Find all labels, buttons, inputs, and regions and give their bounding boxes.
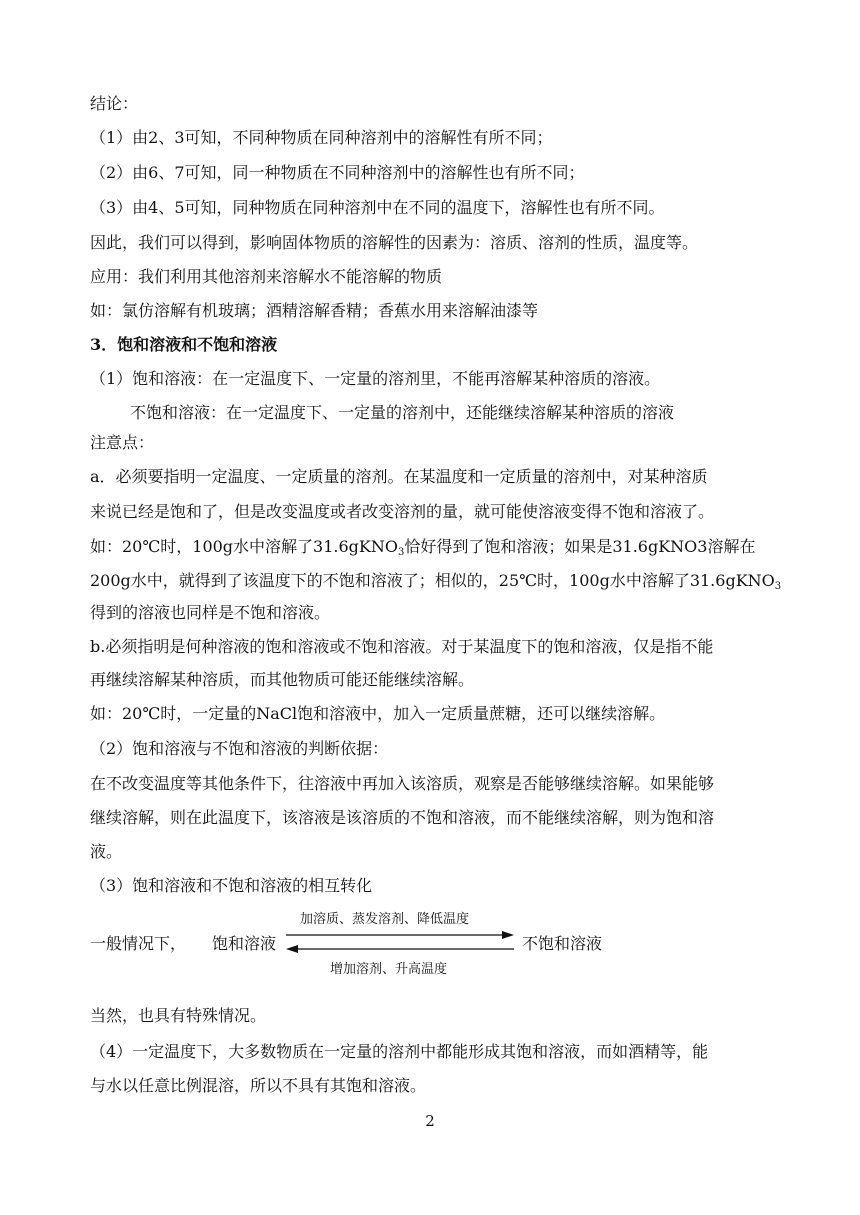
point-4-line-2: 与水以任意比例混溶，所以不具有其饱和溶液。	[90, 1076, 427, 1095]
criteria-line-1: 在不改变温度等其他条件下，往溶液中再加入该溶质，观察是否能够继续溶解。如果能够	[90, 774, 715, 793]
page-number: 2	[425, 1112, 435, 1130]
note-b-line-2: 再继续溶解某种溶质，而其他物质可能还能继续溶解。	[90, 670, 475, 689]
criteria-line-3: 液。	[90, 842, 123, 861]
conclusion-item-3: （3）由4、5可知，同种物质在同种溶剂中在不同的温度下，溶解性也有所不同。	[90, 198, 665, 217]
criteria-line-2: 继续溶解，则在此温度下，该溶液是该溶质的不饱和溶液，而不能继续溶解，则为饱和溶	[90, 808, 715, 827]
criteria-heading: （2）饱和溶液与不饱和溶液的判断依据：	[90, 739, 389, 758]
saturated-definition: （1）饱和溶液：在一定温度下、一定量的溶剂里，不能再溶解某种溶质的溶液。	[90, 369, 661, 388]
diagram-prefix: 一般情况下，	[90, 934, 187, 953]
diagram-unsaturated-label: 不饱和溶液	[522, 934, 603, 953]
example-line-3: 得到的溶液也同样是不饱和溶液。	[90, 603, 331, 622]
conclusion-item-2: （2）由6、7可知，同一种物质在不同种溶剂中的溶解性也有所不同；	[90, 163, 585, 182]
conversion-diagram	[90, 900, 650, 980]
conclusion-summary: 因此，我们可以得到，影响固体物质的溶解性的因素为：溶质、溶剂的性质，温度等。	[90, 233, 699, 252]
conversion-heading: （3）饱和溶液和不饱和溶液的相互转化	[90, 876, 373, 895]
point-4-line-1: （4）一定温度下，大多数物质在一定量的溶剂中都能形成其饱和溶液，而如酒精等，能	[90, 1042, 709, 1061]
note-b-line-1: b.必须指明是何种溶液的饱和溶液或不饱和溶液。对于某温度下的饱和溶液，仅是指不能	[90, 637, 714, 656]
special-case-line: 当然，也具有特殊情况。	[90, 1006, 267, 1025]
unsaturated-definition: 不饱和溶液：在一定温度下、一定量的溶剂中，还能继续溶解某种溶质的溶液	[130, 403, 675, 422]
note-b-example: 如：20℃时，一定量的NaCl饱和溶液中，加入一定质量蔗糖，还可以继续溶解。	[90, 704, 666, 723]
diagram-top-label: 加溶质、蒸发溶剂、降低温度	[300, 912, 470, 927]
application-line: 应用：我们利用其他溶剂来溶解水不能溶解的物质	[90, 267, 443, 286]
example-line-2: 200g水中，就得到了该温度下的不饱和溶液了；相似的，25℃时，100g水中溶解了31.6gKNO$_3$	[90, 571, 782, 592]
note-a-line-1: a．必须要指明一定温度、一定质量的溶剂。在某温度和一定质量的溶剂中，对某种溶质	[90, 467, 708, 486]
conclusion-item-1: （1）由2、3可知，不同种物质在同种溶剂中的溶解性有所不同；	[90, 128, 553, 147]
example-line-1: 如：20℃时，100g水中溶解了31.6gKNO$_3$恰好得到了饱和溶液；如果是31.6gKNO3溶解在	[90, 537, 756, 558]
section-heading: 3．饱和溶液和不饱和溶液	[90, 335, 278, 354]
diagram-saturated-label: 饱和溶液	[212, 934, 277, 953]
notes-heading: 注意点：	[90, 433, 155, 452]
diagram-arrows	[280, 930, 520, 954]
application-examples: 如：氯仿溶解有机玻璃；酒精溶解香精；香蕉水用来溶解油漆等	[90, 301, 539, 320]
conclusion-heading: 结论：	[90, 94, 139, 113]
note-a-line-2: 来说已经是饱和了，但是改变温度或者改变溶剂的量，就可能使溶液变得不饱和溶液了。	[90, 502, 715, 521]
diagram-bottom-label: 增加溶剂、升高温度	[330, 962, 448, 977]
